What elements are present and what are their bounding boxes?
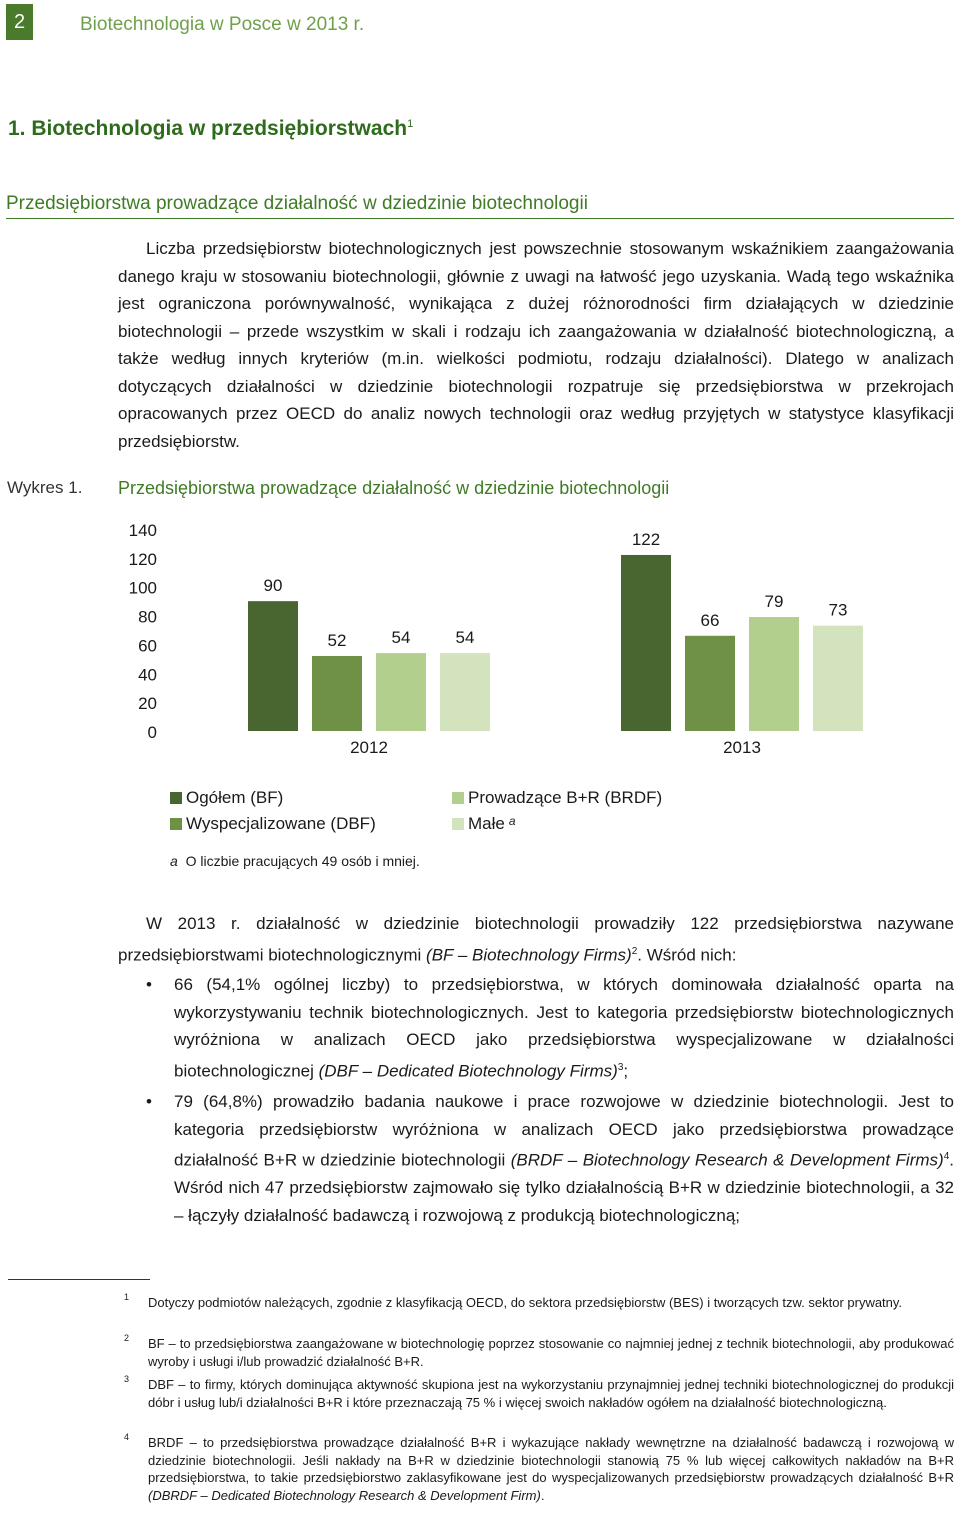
bullet-item-brdf (146, 1088, 954, 1229)
body-para1-post: . Wśród nich: (637, 945, 737, 965)
bullet1-ital: (DBF – Dedicated Biotechnology Firms) (318, 1061, 618, 1081)
bullet1-pre: 66 (54,1% ogólnej liczby) to przedsiębiorstwa, w których dominowała działalność oparta na wykorzystywaniu technik biotechnologicznych. Jest to kategoria przedsiębiorstw biotechnologicznych wyróżniona w analizach OECD jako przedsiębiorstwa wyspecjalizowane w działalności biotechnologicznej (174, 975, 954, 1081)
y-axis-ticks (129, 521, 157, 742)
legend-item-male (452, 814, 516, 834)
y-tick-label: 60 (138, 636, 157, 656)
legend-label-dbf: Wyspecjalizowane (DBF) (186, 814, 376, 833)
bars (248, 530, 863, 731)
subsection-title: Przedsiębiorstwa prowadzące działalność w dziedzinie biotechnologii (6, 193, 588, 214)
body-para1-pre: W 2013 r. działalność w dziedzinie biotechnologii prowadziły 122 przedsiębiorstwa nazywane przedsiębiorstwami biotechnologicznymi (118, 914, 954, 965)
bullet-item-dbf (146, 971, 954, 1085)
y-tick-label: 0 (147, 723, 157, 742)
bullet1-post: ; (623, 1061, 629, 1081)
bar-2012-3 (376, 653, 426, 731)
bullet2-sup: 4 (943, 1151, 950, 1162)
intro-paragraph-text: Liczba przedsiębiorstw biotechnologicznych jest powszechnie stosowanym wskaźnikiem zaangażowania danego kraju w stosowaniu biotechnologii, głównie z uwagi na łatwość jego uzyskania. Wadą tego wskaźnika jest ograniczona porównywalność, wynikająca z dużej różnorodności firm działających w dziedzinie biotechnologii – przede wszystkim w skali i rodzaju ich zaangażowania w działalność biotechnologiczną, a także według innych kryteriów (m.in. wielkości podmiotu, rodzaju działalności). Dlatego w analizach dotyczących działalności w dziedzinie biotechnologii rozpatruje się przedsiębiorstwa w przekrojach opracowanych przez OECD do analiz nowych technologii oraz według przyjętych w statystyce klasyfikacji przedsiębiorstw. (118, 239, 954, 451)
section-title-footnote-ref: 1 (407, 118, 414, 130)
footnote-3-text: DBF – to firmy, których dominująca aktywność skupiona jest na wykorzystaniu przynajmniej jednej techniki biotechnologicznej do produkcji dóbr i usług lub/i działalności B+R i które przeznaczają 75 % i więcej swoich nakładów ogółem na działalność biotechnologiczną. (148, 1377, 954, 1410)
footnote-4-text-ital: (DBRDF – Dedicated Biotechnology Research & Development Firm) (148, 1487, 541, 1503)
legend-item-bf (170, 788, 283, 808)
bullet1-sup: 3 (617, 1061, 624, 1073)
running-title: Biotechnologia w Posce w 2013 r. (80, 14, 365, 35)
bullet-symbol: • (146, 975, 152, 994)
footnote-3-num: 3 (124, 1374, 130, 1384)
bar-2012-2 (312, 656, 362, 731)
footnote-4-num: 4 (124, 1432, 130, 1442)
legend-label-bf: Ogółem (BF) (186, 788, 284, 807)
footnote-4 (124, 1432, 954, 1504)
data-label: 54 (455, 628, 475, 648)
data-label: 122 (631, 529, 661, 549)
legend-item-dbf (170, 814, 376, 834)
chart-footnote (170, 853, 420, 869)
data-label: 73 (828, 600, 848, 620)
y-tick-label: 40 (138, 665, 157, 685)
body-para1-ital: (BF – Biotechnology Firms) (426, 945, 632, 965)
footnote-rule (8, 1279, 150, 1280)
legend-swatch-bf (170, 792, 182, 804)
footnote-4-text (128, 1434, 954, 1504)
footnote-4-text-pre: BRDF – to przedsiębiorstwa prowadzące działalność B+R i wykazujące nakłady wewnętrzne na działalność badawczą i rozwojową w dziedzinie biotechnologii. Jeśli nakłady na B+R w dziedzinie biotechnologii stanowią 75 % lub więcej całkowitych nakładów na B+R przedsiębiorstwa, to takie przedsiębiorstwo zaklasyfikowane jest do wyspecjalizowanych przedsiębiorstw prowadzących działalność B+R (148, 1435, 954, 1485)
bar-2013-3 (749, 617, 799, 731)
x-category-label: 2012 (350, 738, 388, 757)
data-label: 90 (263, 576, 283, 596)
y-tick-label: 100 (128, 578, 157, 598)
bar-chart (110, 510, 890, 770)
section-title (8, 117, 413, 141)
footnote-1-num: 1 (124, 1292, 130, 1302)
footnote-4-text-post: . (540, 1487, 545, 1503)
intro-paragraph (118, 235, 954, 455)
body-paragraph (118, 910, 954, 969)
y-tick-label: 140 (128, 521, 157, 540)
legend-label-brdf: Prowadzące B+R (BRDF) (468, 788, 663, 807)
footnote-1 (124, 1292, 954, 1312)
bar-2013-4 (813, 626, 863, 731)
x-category-label: 2013 (723, 738, 761, 757)
legend-swatch-brdf (452, 792, 464, 804)
legend-swatch-dbf (170, 818, 182, 830)
footnote-1-text: Dotyczy podmiotów należących, zgodnie z klasyfikacją OECD, do sektora przedsiębiorstw (BES) i tworzących tzw. sektor prywatny. (148, 1295, 903, 1310)
x-axis-categories (350, 738, 761, 757)
subsection-rule (6, 218, 954, 219)
data-label: 66 (700, 610, 720, 630)
data-label: 52 (327, 630, 347, 650)
footnote-2-num: 2 (124, 1333, 130, 1343)
bar-2013-1 (621, 555, 671, 731)
footnote-2 (124, 1333, 954, 1370)
bar-2012-1 (248, 601, 298, 731)
page-number: 2 (6, 4, 33, 40)
bar-2012-4 (440, 653, 490, 731)
bullet2-post: . Wśród nich 47 przedsiębiorstw zajmowało się tylko działalnością B+R w dziedzinie biotechnologii, a 32 – łączyły działalność badawczą i rozwojową z produkcją biotechnologiczną; (174, 1150, 954, 1225)
legend-swatch-male (452, 818, 464, 830)
body-para1-sup: 2 (631, 945, 638, 957)
bullet2-ital: (BRDF – Biotechnology Research & Development Firms) (510, 1150, 944, 1170)
footnote-2-text: BF – to przedsiębiorstwa zaangażowane w biotechnologię poprzez stosowanie co najmniej jednej z technik biotechnologii, aby produkować wyroby i usługi i/lub prowadzić działalność B+R. (148, 1336, 954, 1369)
data-label: 79 (764, 592, 784, 612)
chart-footnote-text: O liczbie pracujących 49 osób i mniej. (185, 853, 420, 869)
y-tick-label: 120 (128, 549, 157, 569)
data-label: 54 (391, 628, 411, 648)
y-tick-label: 20 (138, 694, 157, 714)
section-title-text: 1. Biotechnologia w przedsiębiorstwach (8, 117, 408, 140)
y-tick-label: 80 (138, 607, 157, 627)
legend-item-brdf (452, 788, 662, 808)
bar-2013-2 (685, 636, 735, 731)
legend-label-male-sup: a (508, 814, 516, 828)
legend-label-male: Małe (468, 814, 505, 833)
figure-label: Wykres 1. (7, 478, 83, 497)
bullet-symbol: • (146, 1092, 152, 1111)
figure-title: Przedsiębiorstwa prowadzące działalność w dziedzinie biotechnologii (118, 478, 670, 498)
footnote-3 (124, 1374, 954, 1411)
chart-footnote-marker: a (170, 853, 178, 869)
bullet2-pre: 79 (64,8%) prowadziło badania naukowe i prace rozwojowe w dziedzinie biotechnologii. Jest to kategoria przedsiębiorstw wyróżniona w analizach OECD jako przedsiębiorstwa prowadzące działalność B+R w dziedzinie biotechnologii (174, 1092, 954, 1170)
